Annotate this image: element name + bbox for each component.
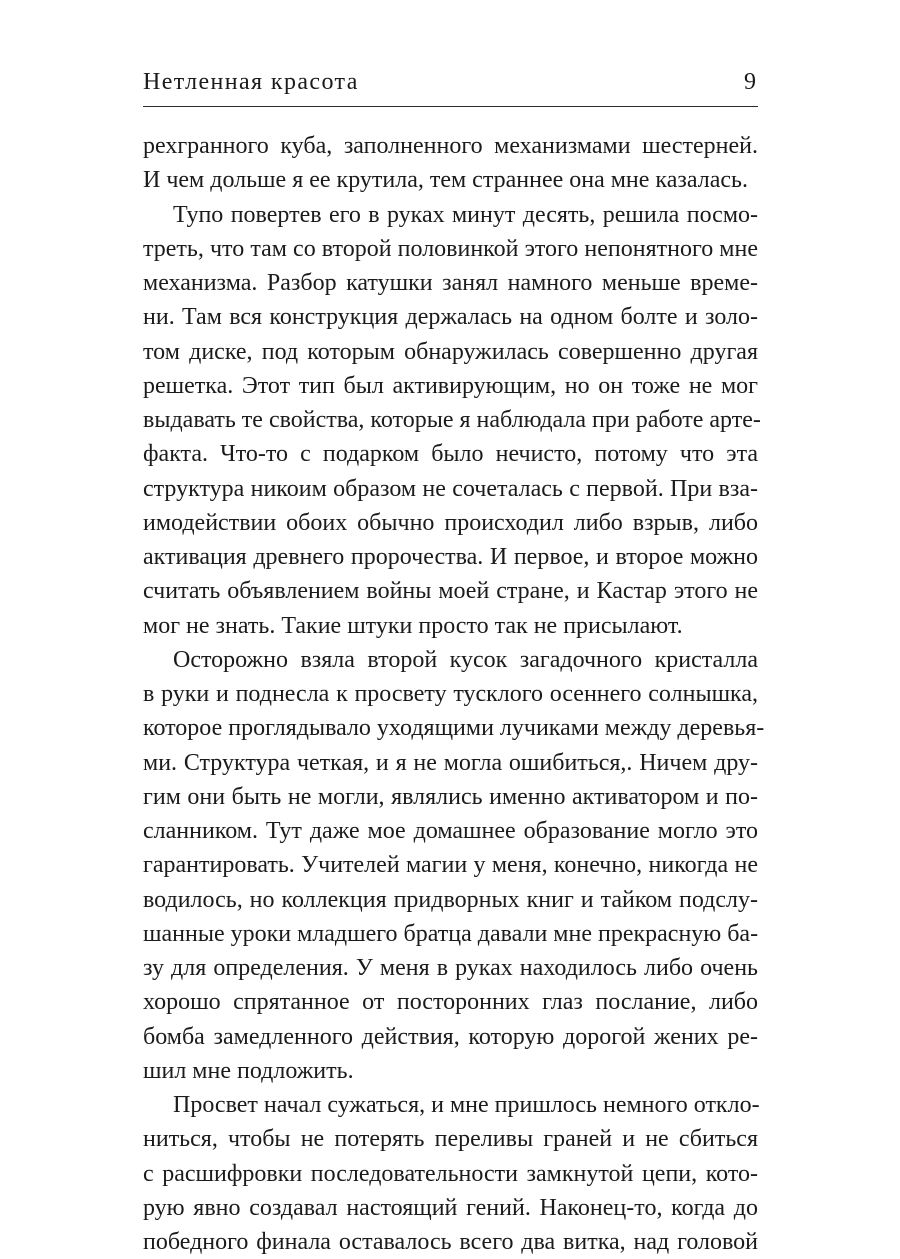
text-line: том диске, под которым обнаружилась совершенно другая [143,338,758,365]
text-line: шанные уроки младшего братца давали мне прекрасную ба- [143,920,759,947]
text-line: в руки и поднесла к просвету тусклого осеннего солнышка, [143,681,758,707]
text-line: И чем дольше я ее крутила, тем страннее она мне казалась. [143,167,748,194]
text-line: мог не знать. Такие штуки просто так не присылают. [143,612,683,639]
text-line: считать объявлением войны моей стране, и Кастар этого не [143,578,758,605]
text-line: механизма. Разбор катушки занял намного меньше време- [143,270,758,296]
text-line: рехгранного куба, заполненного механизмами шестерней. [143,133,758,159]
running-header [143,66,758,98]
body-text [143,129,765,1259]
text-line: структура никоим образом не сочеталась с первой. При вза- [143,475,758,502]
text-line: Тупо повертев его в руках минут десять, решила посмо- [173,201,758,228]
page-number: 9 [744,69,756,95]
text-line: бомба замедленного действия, которую дорогой жених ре- [143,1023,758,1050]
running-title: Нетленная красота [143,69,359,95]
text-line: Осторожно взяла второй кусок загадочного кристалла [173,646,758,673]
text-line: активация древнего пророчества. И первое, и второе можно [143,544,758,570]
text-line: шил мне подложить. [143,1057,354,1084]
text-line: водилось, но коллекция придворных книг и тайком подслу- [143,886,758,913]
text-line: ниться, чтобы не потерять переливы граней и не сбиться [143,1126,758,1153]
text-line: имодействии обоих обычно происходил либо взрыв, либо [143,509,758,536]
text-line: хорошо спрятанное от посторонних глаз послание, либо [143,989,758,1016]
text-line: гим они быть не могли, являлись именно активатором и по- [143,783,758,810]
text-line: победного финала оставалось всего два витка, над головой [143,1229,758,1255]
text-line: зу для определения. У меня в руках находилось либо очень [143,955,758,981]
text-line: ни. Там вся конструкция держалась на одном болте и золо- [143,304,758,331]
text-line: ми. Структура четкая, и я не могла ошибиться,. Ничем дру- [143,749,758,776]
text-line: с расшифровки последовательности замкнутой цепи, кото- [143,1160,758,1187]
text-line: которое проглядывало уходящими лучиками между деревья- [143,715,765,742]
text-line: выдавать те свойства, которые я наблюдала при работе арте- [143,407,761,433]
header-rule [143,106,758,107]
text-line: факта. Что-то с подарком было нечисто, потому что эта [143,441,758,468]
text-line: гарантировать. Учителей магии у меня, конечно, никогда не [143,852,758,879]
text-line: сланником. Тут даже мое домашнее образование могло это [143,818,758,844]
text-line: рую явно создавал настоящий гений. Наконец-то, когда до [143,1194,758,1221]
text-line: треть, что там со второй половинкой этого непонятного мне [143,235,758,262]
text-line: Просвет начал сужаться, и мне пришлось немного откло- [173,1092,760,1118]
text-line: решетка. Этот тип был активирующим, но он тоже не мог [143,372,758,399]
